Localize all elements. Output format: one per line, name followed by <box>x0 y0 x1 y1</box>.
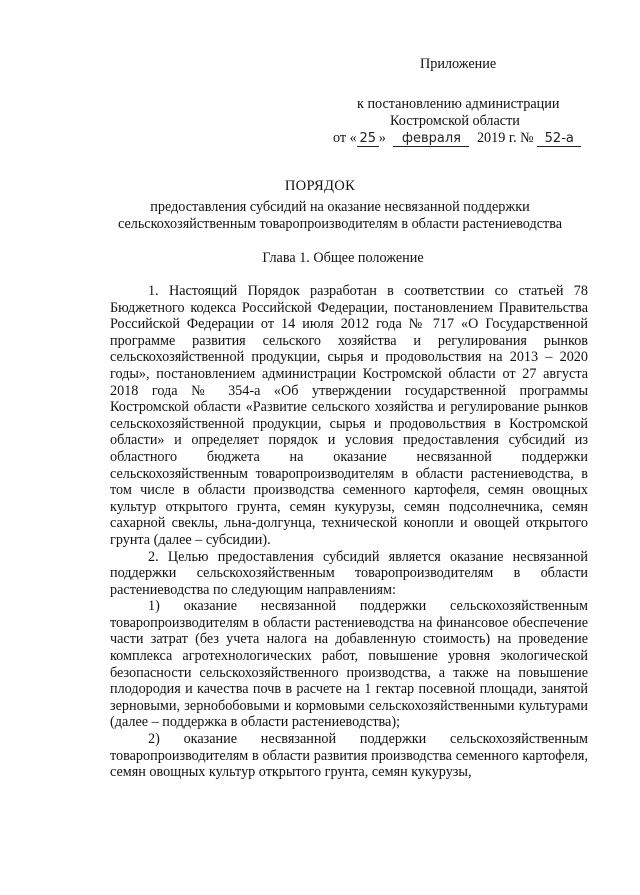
paragraph: 2) оказание несвязанной поддержки сельскохозяйственным товаропроизводителям в области развития производства семенного картофеля, семян овощных культур открытого грунта, семян кукурузы, <box>110 731 588 781</box>
handwritten-day: 25 <box>357 132 379 147</box>
region-name: Костромской области <box>390 113 520 129</box>
paragraph: 1. Настоящий Порядок разработан в соответствии со статьей 78 Бюджетного кодекса Российской Федерации, постановлением Правительства Российской Федерации от 14 июля 2012 года № 717 «О Государственной программе развития сельского хозяйства и регулирования рынков сельскохозяйственной продукции, сырья и продовольствия на 2013 – 2020 годы», постановлением администрации Костромской области от 27 августа 2018 года № 354-а «Об утверждении государственной программы Костромской области «Развитие сельского хозяйства и регулирование рынков сельскохозяйственной продукции, сырья и продовольствия в Костромской области» и определяет порядок и условия предоставления субсидий из областного бюджета на оказание несвязанной поддержки сельскохозяйственным товаропроизводителям в области растениеводства, в том числе в области производства семенного картофеля, семян овощных культур открытого грунта, семян кукурузы, семян подсолнечника, семян сахарной свеклы, льна-долгунца, технической конопли и овощей открытого грунта (далее – субсидии). <box>110 283 588 548</box>
appendix-label: Приложение <box>420 56 497 72</box>
date-prefix: от « <box>333 130 357 146</box>
handwritten-month: февраля <box>393 132 469 147</box>
document-subtitle: предоставления субсидий на оказание несвязанной поддержки сельскохозяйственным товаропроизводителям в области растениеводства <box>117 199 563 232</box>
year-and-number-label: 2019 г. № <box>476 130 534 146</box>
resolution-reference: к постановлению администрации <box>357 96 560 112</box>
document-body <box>110 283 588 781</box>
document-title: ПОРЯДОК <box>284 178 356 194</box>
date-quote-close: » <box>378 130 386 146</box>
handwritten-resolution-number: 52-а <box>537 132 581 147</box>
paragraph: 1) оказание несвязанной поддержки сельскохозяйственным товаропроизводителям в области растениеводства на финансовое обеспечение части затрат (без учета налога на добавленную стоимость) на проведение комплекса агротехнологических работ, повышение уровня экологической безопасности сельскохозяйственного производства, а также на повышение плодородия и качества почв в расчете на 1 гектар посевной площади, занятой зерновыми, зернобобовыми и кормовыми сельскохозяйственными культурами (далее – поддержка в области растениеводства); <box>110 598 588 731</box>
chapter-heading: Глава 1. Общее положение <box>262 250 424 266</box>
resolution-date-line <box>333 130 581 147</box>
paragraph: 2. Целью предоставления субсидий является оказание несвязанной поддержки сельскохозяйственным товаропроизводителям в области растениеводства по следующим направлениям: <box>110 548 588 598</box>
